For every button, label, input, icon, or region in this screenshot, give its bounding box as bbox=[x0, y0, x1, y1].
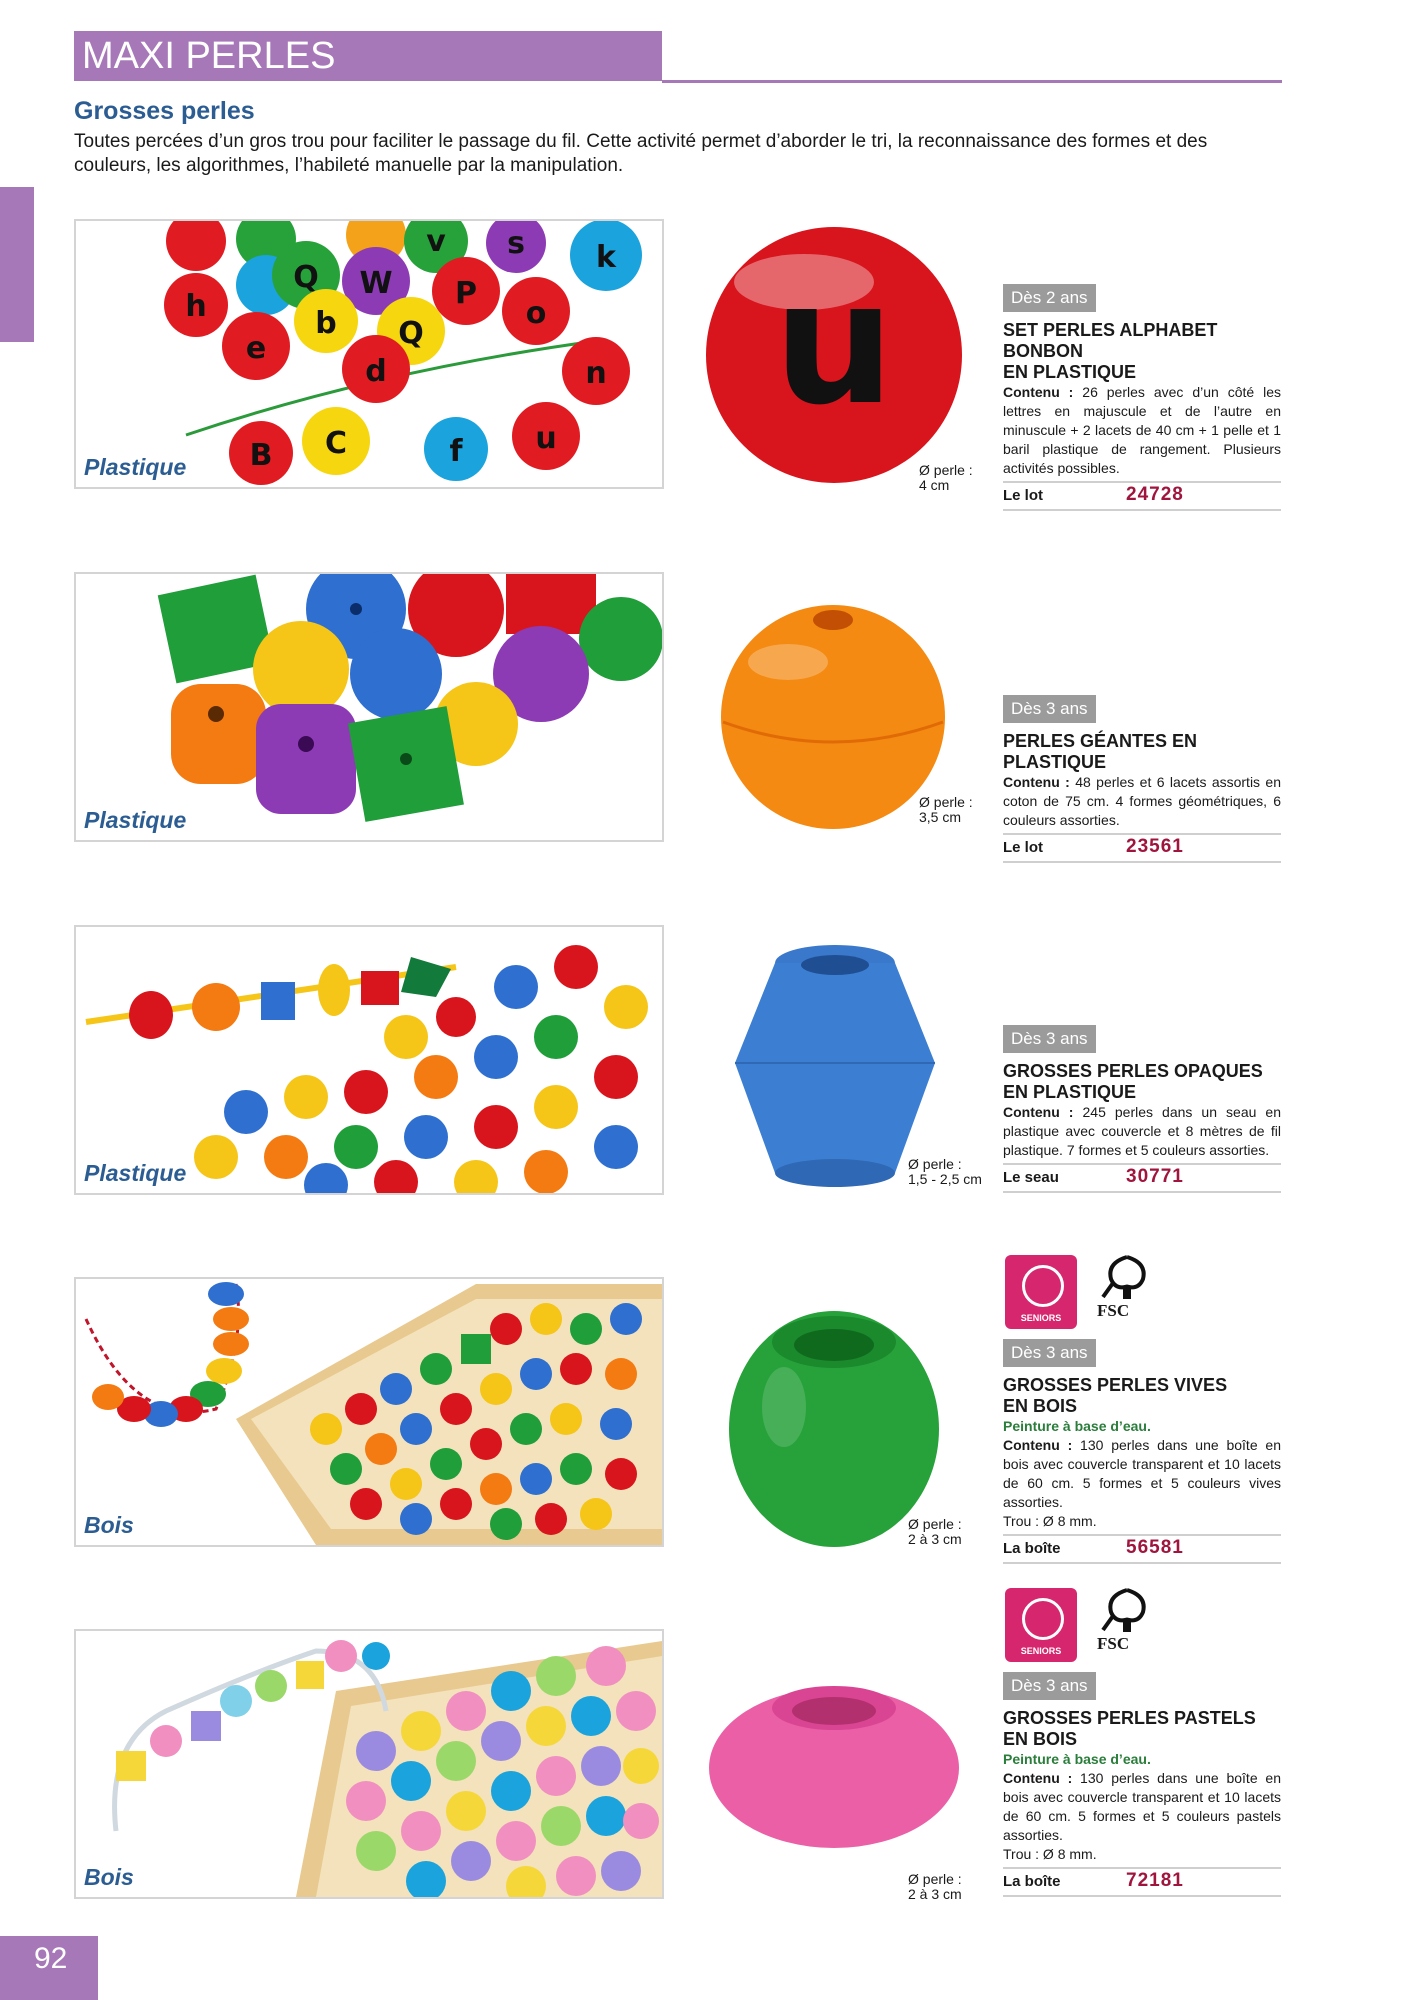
page-title: MAXI PERLES bbox=[82, 35, 336, 77]
unit-label: Le seau bbox=[1003, 1169, 1059, 1186]
contents-text: 245 perles dans un seau en plastique avec couvercle et 8 mètres de fil plastique. 7 formes et 5 couleurs assorties. bbox=[1003, 1104, 1281, 1158]
product-photo bbox=[74, 1277, 664, 1547]
paint-note: Peinture à base d’eau. bbox=[1003, 1418, 1151, 1434]
svg-text:f: f bbox=[449, 434, 463, 469]
svg-text:u: u bbox=[535, 421, 557, 456]
svg-text:d: d bbox=[365, 354, 387, 389]
unit-label: La boîte bbox=[1003, 1873, 1061, 1890]
product-logos bbox=[1003, 1586, 1281, 1672]
size-value: 2 à 3 cm bbox=[908, 1531, 962, 1547]
svg-text:Q: Q bbox=[398, 316, 424, 351]
unit-label: Le lot bbox=[1003, 487, 1043, 504]
product-reference: 30771 bbox=[1126, 1166, 1184, 1187]
product-info bbox=[1003, 284, 1281, 511]
product-name-line1: GROSSES PERLES OPAQUES bbox=[1003, 1061, 1263, 1081]
geometric-beads-illustration bbox=[76, 574, 662, 840]
price-row bbox=[1003, 833, 1281, 863]
product-reference: 56581 bbox=[1126, 1537, 1184, 1558]
contents-text: 48 perles et 6 lacets assortis en coton de 75 cm. 4 formes géométriques, 6 couleurs assorties. bbox=[1003, 774, 1282, 828]
age-badge: Dès 3 ans bbox=[1003, 695, 1096, 723]
svg-text:o: o bbox=[525, 296, 547, 331]
product-contents bbox=[1003, 773, 1281, 830]
svg-text:k: k bbox=[596, 240, 616, 275]
size-label: Ø perle : bbox=[908, 1871, 962, 1887]
seniors-face-icon bbox=[1022, 1265, 1064, 1307]
size-value: 3,5 cm bbox=[919, 809, 962, 825]
contents-label: Contenu : bbox=[1003, 1437, 1073, 1453]
size-label: Ø perle : bbox=[908, 1516, 962, 1532]
size-value: 4 cm bbox=[919, 477, 950, 493]
product-info bbox=[1003, 1586, 1281, 1897]
price-row bbox=[1003, 1534, 1281, 1564]
bead-size bbox=[908, 1157, 982, 1187]
svg-text:h: h bbox=[185, 289, 207, 324]
product-contents bbox=[1003, 383, 1281, 478]
product-name-line1: GROSSES PERLES VIVES bbox=[1003, 1375, 1228, 1395]
svg-text:v: v bbox=[426, 224, 446, 259]
bead-image bbox=[718, 602, 948, 837]
seniors-badge-label: SENIORS bbox=[1020, 1313, 1062, 1323]
product-contents bbox=[1003, 1769, 1281, 1845]
product-name-line1: GROSSES PERLES PASTELS bbox=[1003, 1708, 1256, 1728]
product-name bbox=[1003, 731, 1281, 773]
age-badge: Dès 3 ans bbox=[1003, 1672, 1096, 1700]
wooden-pastel-beads-illustration bbox=[76, 1631, 662, 1897]
price-row bbox=[1003, 1867, 1281, 1897]
hole-size: Trou : Ø 8 mm. bbox=[1003, 1846, 1097, 1862]
product-info bbox=[1003, 695, 1281, 863]
price-row bbox=[1003, 1163, 1281, 1193]
product-contents bbox=[1003, 1436, 1281, 1512]
bead-size bbox=[908, 1517, 962, 1547]
fsc-tree-icon bbox=[1099, 1586, 1155, 1636]
bead-size bbox=[919, 795, 973, 825]
product-name-line2: EN BOIS bbox=[1003, 1729, 1078, 1749]
age-badge: Dès 3 ans bbox=[1003, 1025, 1096, 1053]
unit-label: La boîte bbox=[1003, 1540, 1061, 1557]
product-name bbox=[1003, 1375, 1281, 1417]
paint-note: Peinture à base d’eau. bbox=[1003, 1751, 1151, 1767]
opaque-beads-illustration bbox=[76, 927, 662, 1193]
unit-label: Le lot bbox=[1003, 839, 1043, 856]
wooden-vivid-beads-illustration bbox=[76, 1279, 662, 1545]
alphabet-beads-illustration bbox=[76, 221, 662, 487]
bead-letter: u bbox=[773, 245, 895, 443]
svg-text:n: n bbox=[585, 356, 607, 391]
page-number: 92 bbox=[34, 1942, 68, 1975]
svg-text:e: e bbox=[245, 331, 267, 366]
age-badge: Dès 3 ans bbox=[1003, 1339, 1096, 1367]
product-name bbox=[1003, 1061, 1281, 1103]
svg-text:W: W bbox=[359, 266, 393, 301]
size-label: Ø perle : bbox=[908, 1156, 962, 1172]
fsc-tree-icon bbox=[1099, 1253, 1155, 1303]
seniors-badge bbox=[1005, 1588, 1077, 1662]
seniors-badge-label: SENIORS bbox=[1020, 1646, 1062, 1656]
seniors-face-icon bbox=[1022, 1598, 1064, 1640]
product-reference: 24728 bbox=[1126, 484, 1184, 505]
product-reference: 72181 bbox=[1126, 1870, 1184, 1891]
size-label: Ø perle : bbox=[919, 462, 973, 478]
contents-text: 26 perles avec d’un côté les lettres en majuscule et de l’autre en minuscule + 2 lacets de 40 cm + 1 pelle et 1 baril plastique de rangement. Plusieurs activités possibles. bbox=[1003, 384, 1281, 476]
material-label: Plastique bbox=[84, 454, 187, 480]
contents-label: Contenu : bbox=[1003, 384, 1074, 400]
size-value: 2 à 3 cm bbox=[908, 1886, 962, 1902]
product-photo bbox=[74, 572, 664, 842]
product-name-line2: EN BOIS bbox=[1003, 1396, 1078, 1416]
material-label: Bois bbox=[84, 1512, 134, 1538]
contents-text: 130 perles dans une boîte en bois avec couvercle transparent et 10 lacets de 60 cm. 5 formes et 5 couleurs pastels assorties. bbox=[1003, 1770, 1281, 1843]
svg-text:P: P bbox=[455, 276, 477, 311]
product-reference: 23561 bbox=[1126, 836, 1184, 857]
product-name-line1: SET PERLES ALPHABET BONBON bbox=[1003, 320, 1218, 361]
product-name-line2: EN PLASTIQUE bbox=[1003, 1082, 1137, 1102]
product-name bbox=[1003, 320, 1281, 383]
hole-size: Trou : Ø 8 mm. bbox=[1003, 1513, 1097, 1529]
side-tab bbox=[0, 187, 34, 342]
contents-text: 130 perles dans une boîte en bois avec couvercle transparent et 10 lacets de 60 cm. 5 formes et 5 couleurs vives assorties. bbox=[1003, 1437, 1281, 1510]
size-label: Ø perle : bbox=[919, 794, 973, 810]
material-label: Bois bbox=[84, 1864, 134, 1890]
fsc-label: FSC bbox=[1097, 1301, 1130, 1320]
bead-image bbox=[696, 222, 972, 493]
price-row bbox=[1003, 481, 1281, 511]
fsc-label: FSC bbox=[1097, 1634, 1130, 1653]
product-logos bbox=[1003, 1253, 1281, 1339]
contents-label: Contenu : bbox=[1003, 774, 1070, 790]
section-subtitle: Grosses perles bbox=[74, 97, 255, 125]
bead-size bbox=[919, 463, 973, 493]
contents-label: Contenu : bbox=[1003, 1770, 1073, 1786]
material-label: Plastique bbox=[84, 807, 187, 833]
svg-text:Q: Q bbox=[293, 260, 319, 295]
header-rule bbox=[662, 80, 1282, 83]
seniors-badge bbox=[1005, 1255, 1077, 1329]
product-name-line1: PERLES GÉANTES EN PLASTIQUE bbox=[1003, 731, 1198, 772]
product-contents bbox=[1003, 1103, 1281, 1160]
material-label: Plastique bbox=[84, 1160, 187, 1186]
bead-size bbox=[908, 1872, 962, 1902]
product-photo bbox=[74, 925, 664, 1195]
bead-image bbox=[704, 1673, 964, 1858]
product-photo bbox=[74, 219, 664, 489]
contents-label: Contenu : bbox=[1003, 1104, 1074, 1120]
section-intro: Toutes percées d’un gros trou pour faciliter le passage du fil. Cette activité permet d’aborder le tri, la reconnaissance des formes et des couleurs, les algorithmes, l’habileté manuelle par la manipulation. bbox=[74, 131, 1208, 176]
svg-text:s: s bbox=[507, 226, 525, 261]
product-name-line2: EN PLASTIQUE bbox=[1003, 362, 1137, 382]
product-info bbox=[1003, 1253, 1281, 1564]
svg-text:B: B bbox=[249, 438, 273, 473]
product-name bbox=[1003, 1708, 1281, 1750]
size-value: 1,5 - 2,5 cm bbox=[908, 1171, 982, 1187]
product-info bbox=[1003, 1025, 1281, 1193]
svg-text:C: C bbox=[324, 426, 348, 461]
age-badge: Dès 2 ans bbox=[1003, 284, 1096, 312]
product-photo bbox=[74, 1629, 664, 1899]
svg-text:b: b bbox=[315, 306, 337, 341]
